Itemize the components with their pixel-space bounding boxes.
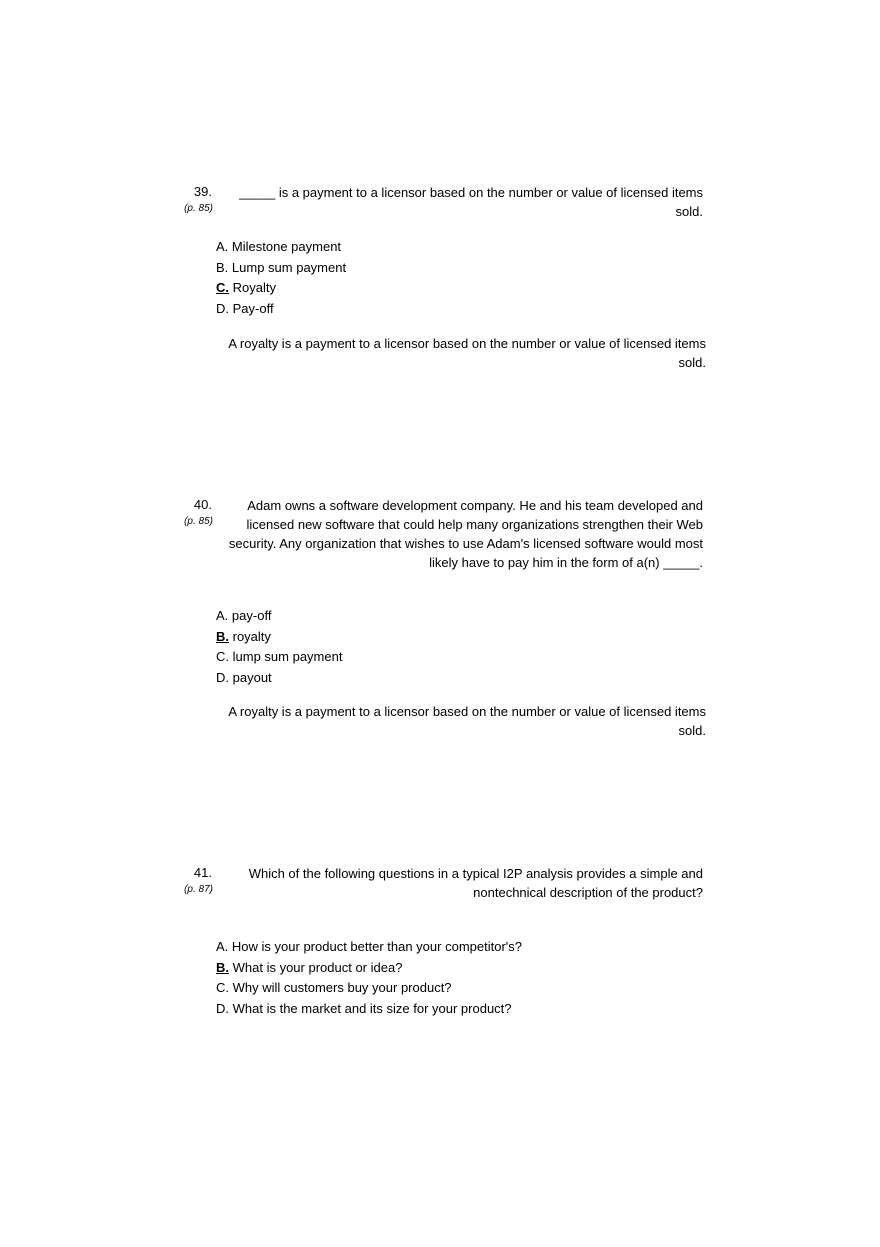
option-b (216, 258, 696, 279)
option-b-correct (216, 958, 696, 979)
stem-line: _____ is a payment to a licensor based on the number or value of licensed items sold. (239, 185, 703, 219)
option-text: lump sum payment (232, 649, 343, 664)
option-letter: D. (216, 300, 229, 316)
option-letter: B. (216, 959, 229, 975)
option-text: Royalty (232, 280, 276, 295)
option-d (216, 668, 696, 689)
explanation-line: A royalty is a payment to a licensor based on the number or value of licensed items (228, 336, 706, 351)
option-text: How is your product better than your competitor's? (231, 939, 522, 954)
option-letter: D. (216, 1000, 229, 1016)
page-reference: (p. 85) (184, 516, 213, 527)
stem-line: Adam owns a software development company. He and his team developed and (247, 498, 703, 513)
question-number: 39. (193, 184, 212, 199)
page-reference: (p. 87) (184, 884, 213, 895)
option-c (216, 978, 696, 999)
option-text: payout (232, 669, 272, 685)
explanation-line: sold. (678, 355, 706, 370)
option-letter: B. (216, 628, 229, 644)
option-d (216, 299, 696, 320)
question-number: 40. (193, 497, 212, 512)
stem-line: nontechnical description of the product? (473, 885, 703, 900)
question-stem (225, 864, 703, 902)
option-a (216, 237, 696, 258)
option-letter: D. (216, 669, 229, 685)
option-letter: A. (216, 239, 229, 254)
option-letter: A. (216, 939, 229, 954)
option-d (216, 999, 696, 1020)
option-letter: B. (216, 259, 229, 275)
option-a (216, 937, 696, 958)
answer-options (216, 237, 696, 319)
option-c (216, 647, 696, 668)
explanation-line: sold. (678, 723, 706, 738)
question-stem (225, 183, 703, 221)
option-text: pay-off (231, 608, 272, 623)
option-text: What is the market and its size for your product? (232, 1000, 512, 1016)
option-text: royalty (232, 628, 271, 644)
stem-line: Which of the following questions in a typical I2P analysis provides a simple and (248, 866, 703, 881)
explanation-line: A royalty is a payment to a licensor based on the number or value of licensed items (228, 704, 706, 719)
option-letter: C. (216, 280, 229, 295)
option-text: Milestone payment (231, 239, 342, 254)
option-text: Why will customers buy your product? (232, 980, 452, 995)
option-text: Lump sum payment (231, 259, 347, 275)
option-text: What is your product or idea? (232, 959, 403, 975)
option-letter: C. (216, 980, 229, 995)
answer-options (216, 606, 696, 688)
option-c-correct (216, 278, 696, 299)
answer-explanation (225, 334, 706, 372)
answer-explanation (225, 702, 706, 740)
option-a (216, 606, 696, 627)
answer-options (216, 937, 696, 1019)
question-number: 41. (193, 865, 212, 880)
stem-line: security. Any organization that wishes to use Adam's licensed software would most (228, 536, 703, 551)
page-reference: (p. 85) (184, 203, 213, 214)
stem-line: licensed new software that could help many organizations strengthen their Web (246, 517, 703, 532)
option-b-correct (216, 627, 696, 648)
option-letter: A. (216, 608, 229, 623)
question-stem (225, 496, 703, 572)
option-letter: C. (216, 649, 229, 664)
option-text: Pay-off (232, 300, 274, 316)
stem-line: likely have to pay him in the form of a(n) _____. (429, 555, 703, 570)
